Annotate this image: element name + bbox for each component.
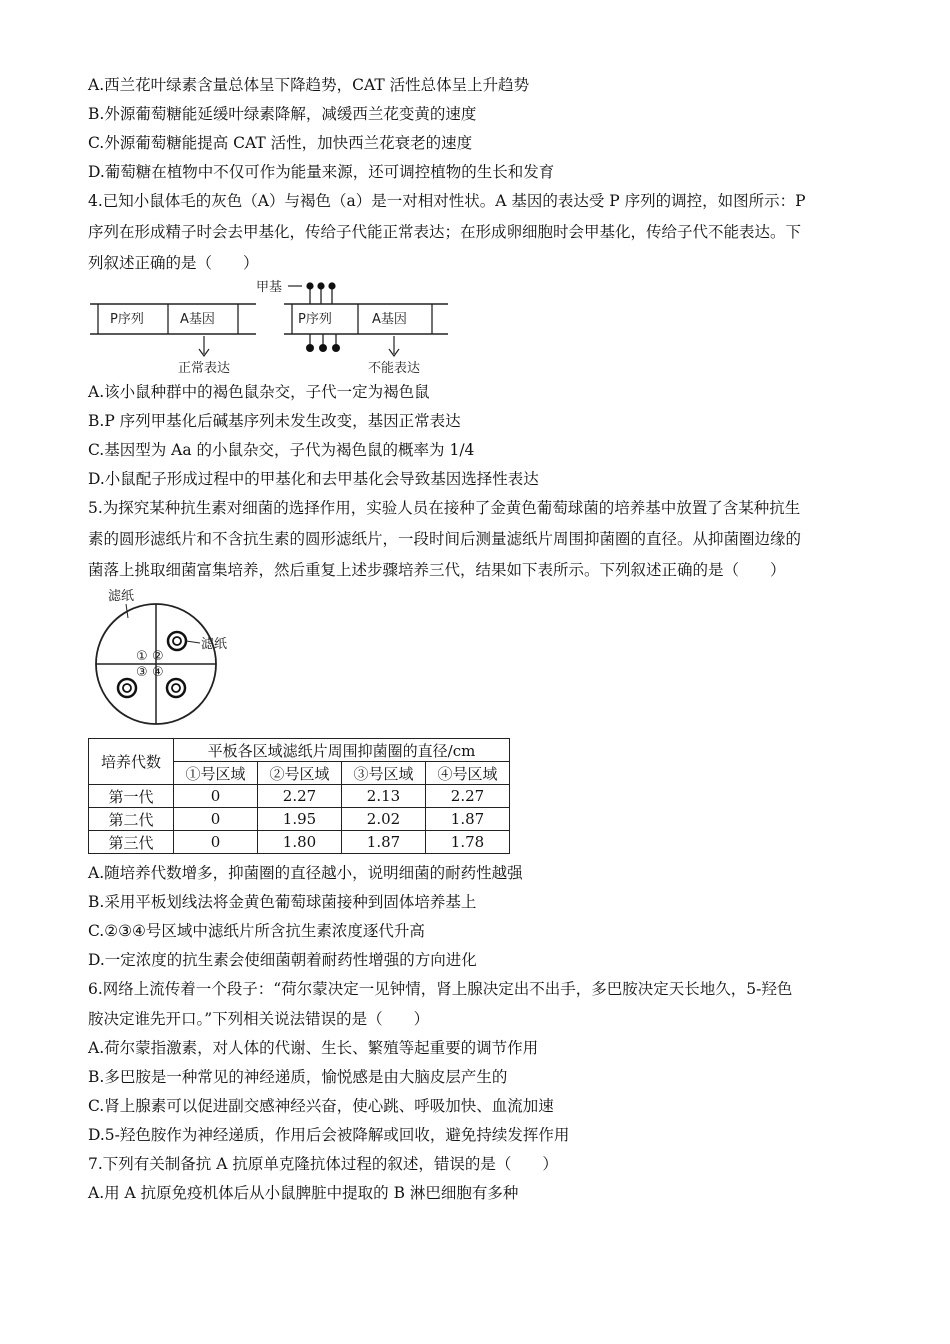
column-header-generation: 培养代数 — [89, 739, 174, 785]
q6-option-c: C.肾上腺素可以促进副交感神经兴奋，使心跳、呼吸加快、血流加速 — [88, 1097, 554, 1115]
table-cell: 2.27 — [258, 785, 342, 808]
q5-option-b: B.采用平板划线法将金黄色葡萄球菌接种到固体培养基上 — [88, 893, 477, 911]
q5-option-c: C.②③④号区域中滤纸片所含抗生素浓度逐代升高 — [88, 922, 425, 940]
region-2-label: ② — [152, 649, 164, 664]
table-row — [89, 785, 510, 808]
methylation-diagram — [88, 276, 450, 376]
q5-stem-line-1: 5.为探究某种抗生素对细菌的选择作用，实验人员在接种了金黄色葡萄球菌的培养基中放置了含某种抗生 — [88, 499, 801, 517]
p-sequence-label: P序列 — [110, 312, 144, 327]
q4-option-a: A.该小鼠种群中的褐色鼠杂交，子代一定为褐色鼠 — [88, 383, 430, 401]
table-row — [89, 808, 510, 831]
normal-expression-label: 正常表达 — [178, 361, 231, 376]
table-cell: 2.13 — [342, 785, 426, 808]
q3-option-d: D.葡萄糖在植物中不仅可作为能量来源，还可调控植物的生长和发育 — [88, 163, 555, 181]
region-1-label: ① — [136, 649, 148, 664]
column-header-region-4: ④号区域 — [426, 762, 510, 785]
column-group-header: 平板各区域滤纸片周围抑菌圈的直径/cm — [174, 739, 510, 762]
methyl-groups-bottom — [306, 334, 340, 352]
q5-option-d: D.一定浓度的抗生素会使细菌朝着耐药性增强的方向进化 — [88, 951, 477, 969]
q4-option-b: B.P 序列甲基化后碱基序列未发生改变，基因正常表达 — [88, 412, 461, 430]
filter-paper-label-top: 滤纸 — [108, 589, 135, 604]
column-header-region-1: ①号区域 — [174, 762, 258, 785]
table-cell: 1.80 — [258, 831, 342, 854]
table-cell: 1.87 — [426, 808, 510, 831]
q5-option-a: A.随培养代数增多，抑菌圈的直径越小，说明细菌的耐药性越强 — [88, 864, 523, 882]
row-label: 第一代 — [89, 785, 174, 808]
table-cell: 1.95 — [258, 808, 342, 831]
table-cell: 0 — [174, 808, 258, 831]
p-sequence-label-2: P序列 — [298, 312, 332, 327]
q6-option-a: A.荷尔蒙指激素，对人体的代谢、生长、繁殖等起重要的调节作用 — [88, 1039, 539, 1057]
a-gene-label-2: A基因 — [372, 312, 407, 327]
table-cell: 2.02 — [342, 808, 426, 831]
q7-stem: 7.下列有关制备抗 A 抗原单克隆抗体过程的叙述，错误的是（ ） — [88, 1155, 558, 1173]
q5-stem-line-3: 菌落上挑取细菌富集培养，然后重复上述步骤培养三代，结果如下表所示。下列叙述正确的是（ ） — [88, 561, 786, 579]
inhibition-zone-table — [88, 738, 510, 854]
table-row — [89, 831, 510, 854]
not-expressed-label: 不能表达 — [368, 361, 421, 376]
table-header-row — [89, 739, 510, 762]
dna-methylated — [256, 280, 448, 376]
region-4-label: ④ — [152, 665, 164, 680]
q4-stem-line-1: 4.已知小鼠体毛的灰色（A）与褐色（a）是一对相对性状。A 基因的表达受 P 序列的调控，如图所示：P — [88, 192, 806, 210]
q3-option-a: A.西兰花叶绿素含量总体呈下降趋势，CAT 活性总体呈上升趋势 — [88, 76, 530, 94]
q6-option-d: D.5-羟色胺作为神经递质，作用后会被降解或回收，避免持续发挥作用 — [88, 1126, 570, 1144]
filter-paper-label-right: 滤纸 — [201, 637, 228, 652]
table-cell: 0 — [174, 785, 258, 808]
row-label: 第三代 — [89, 831, 174, 854]
table-cell: 1.87 — [342, 831, 426, 854]
q4-option-d: D.小鼠配子形成过程中的甲基化和去甲基化会导致基因选择性表达 — [88, 470, 539, 488]
q7-option-a: A.用 A 抗原免疫机体后从小鼠脾脏中提取的 B 淋巴细胞有多种 — [88, 1184, 519, 1202]
dna-unmethylated — [90, 304, 256, 376]
methyl-groups-top — [306, 282, 335, 304]
a-gene-label: A基因 — [180, 312, 215, 327]
q4-stem-line-2: 序列在形成精子时会去甲基化，传给子代能正常表达；在形成卵细胞时会甲基化，传给子代不能表达。下 — [88, 223, 802, 241]
row-label: 第二代 — [89, 808, 174, 831]
q3-option-b: B.外源葡萄糖能延缓叶绿素降解，减缓西兰花变黄的速度 — [88, 105, 477, 123]
table-cell: 2.27 — [426, 785, 510, 808]
column-header-region-2: ②号区域 — [258, 762, 342, 785]
q4-option-c: C.基因型为 Aa 的小鼠杂交，子代为褐色鼠的概率为 1/4 — [88, 441, 475, 459]
q3-option-c: C.外源葡萄糖能提高 CAT 活性，加快西兰花衰老的速度 — [88, 134, 473, 152]
column-header-region-3: ③号区域 — [342, 762, 426, 785]
methyl-label: 甲基 — [256, 280, 283, 295]
q6-option-b: B.多巴胺是一种常见的神经递质，愉悦感是由大脑皮层产生的 — [88, 1068, 508, 1086]
q5-stem-line-2: 素的圆形滤纸片和不含抗生素的圆形滤纸片，一段时间后测量滤纸片周围抑菌圈的直径。从抑菌圈边缘的 — [88, 530, 802, 548]
region-3-label: ③ — [136, 665, 148, 680]
table-cell: 1.78 — [426, 831, 510, 854]
table-cell: 0 — [174, 831, 258, 854]
q6-stem-line-2: 胺决定谁先开口。”下列相关说法错误的是（ ） — [88, 1010, 430, 1028]
q4-stem-line-3: 列叙述正确的是（ ） — [88, 254, 259, 272]
petri-dish-diagram — [88, 586, 268, 726]
q6-stem-line-1: 6.网络上流传着一个段子：“荷尔蒙决定一见钟情，肾上腺决定出不出手，多巴胺决定天长地久，5-羟色 — [88, 980, 793, 998]
